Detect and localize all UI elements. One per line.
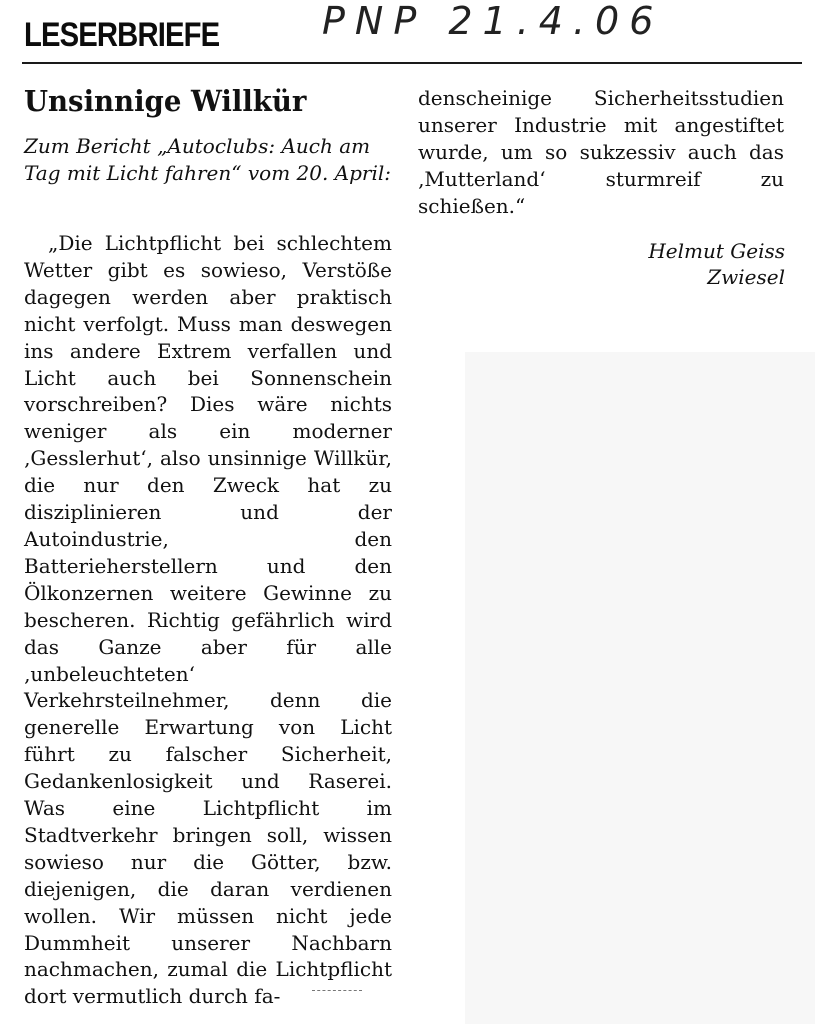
section-title: LESERBRIEFE	[24, 16, 220, 54]
author-signature	[648, 238, 785, 290]
author-city: Zwiesel	[707, 265, 785, 289]
author-name: Helmut Geiss	[648, 239, 785, 263]
article-headline: Unsinnige Willkür	[24, 84, 307, 118]
header-rule	[22, 62, 802, 64]
letter-body-left-column: „Die Lichtpflicht bei schlechtem Wetter gibt es sowieso, Verstöße dagegen werden aber praktisch nicht verfolgt. Muss man deswegen ins andere Extrem verfallen und Licht auch bei Sonnenschein vorschreiben? Dies wäre nichts weniger als ein moderner ‚Gesslerhut‘, also unsinnige Willkür, die nur den Zweck hat zu disziplinieren und der Autoindustrie, den Batterieherstellern und den Ölkonzernen weitere Gewinne zu bescheren. Richtig gefährlich wird das Ganze aber für alle ‚unbeleuchteten‘ Verkehrsteilnehmer, denn die generelle Erwartung von Licht führt zu falscher Sicherheit, Gedankenlosigkeit und Raserei. Was eine Lichtpflicht im Stadtverkehr bringen soll, wissen sowieso nur die Götter, bzw. diejenigen, die daran verdienen wollen. Wir müssen nicht jede Dummheit unserer Nachbarn nachmachen, zumal die Lichtpflicht dort vermutlich durch fa-	[24, 231, 392, 1009]
bottom-dash-mark	[312, 990, 362, 991]
handwritten-date-note: PNP 21.4.06	[322, 0, 664, 43]
letter-body-right-column: denscheinige Sicherheitsstudien unserer Industrie mit angestiftet wurde, um so sukzessiv auch das ‚Mutterland‘ sturmreif zu schießen.“	[418, 86, 784, 218]
article-subhead: Zum Bericht „Autoclubs: Auch am Tag mit Licht fahren“ vom 20. April:	[24, 134, 392, 185]
scan-background-patch	[465, 352, 815, 1024]
